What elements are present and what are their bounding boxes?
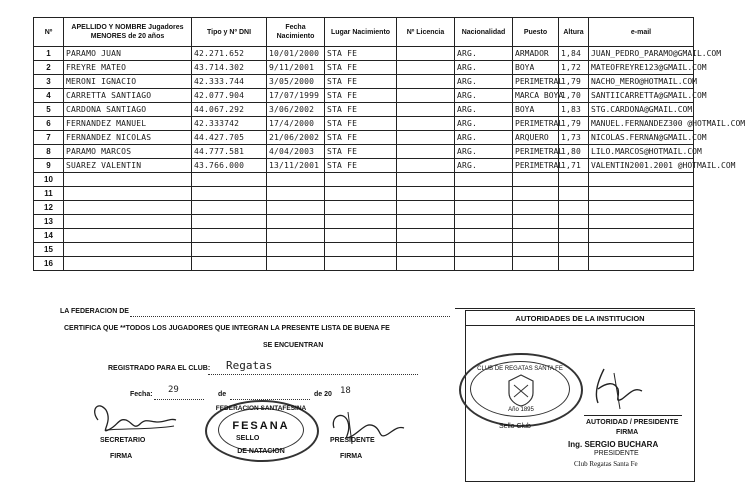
- player-dni: [192, 243, 267, 257]
- row-number: 8: [34, 145, 64, 159]
- player-email: SANTIICARRETTA@GMAIL.COM: [589, 89, 694, 103]
- player-height: [559, 215, 589, 229]
- player-name: MERONI IGNACIO: [64, 75, 192, 89]
- registrado-line: [208, 374, 418, 375]
- table-row: [34, 103, 694, 117]
- player-height: [559, 173, 589, 187]
- player-dni: 42.333.744: [192, 75, 267, 89]
- firma-left-label: FIRMA: [110, 453, 133, 460]
- row-number: 13: [34, 215, 64, 229]
- player-dni: 42.333742: [192, 117, 267, 131]
- player-position: [513, 215, 559, 229]
- player-position: [513, 243, 559, 257]
- player-position: [513, 173, 559, 187]
- player-height: 1,79: [559, 75, 589, 89]
- player-birthdate: 3/06/2002: [267, 103, 325, 117]
- federacion-line: [130, 316, 450, 317]
- player-email: [589, 173, 694, 187]
- table-row: [34, 89, 694, 103]
- players-table: [33, 17, 745, 271]
- row-number: 7: [34, 131, 64, 145]
- player-name: [64, 201, 192, 215]
- player-position: [513, 257, 559, 271]
- presidente-label: PRESIDENTE: [330, 437, 375, 444]
- player-height: [559, 201, 589, 215]
- col-num-header: Nº: [34, 18, 64, 47]
- player-dni: [192, 215, 267, 229]
- player-license: [397, 243, 455, 257]
- col-fecha-header: Fecha Nacimiento: [267, 18, 325, 47]
- player-nationality: [455, 187, 513, 201]
- club-emblem-icon: [506, 373, 536, 407]
- player-birthdate: [267, 215, 325, 229]
- year-value: 18: [340, 386, 351, 396]
- player-email: MANUEL.FERNANDEZ300 @HOTMAIL.COM: [589, 117, 694, 131]
- player-license: [397, 117, 455, 131]
- player-birthdate: [267, 173, 325, 187]
- player-birthdate: 17/4/2000: [267, 117, 325, 131]
- player-email: NICOLAS.FERNAN@GMAIL.COM: [589, 131, 694, 145]
- player-birthplace: STA FE: [325, 131, 397, 145]
- player-birthplace: [325, 187, 397, 201]
- player-nationality: ARG.: [455, 61, 513, 75]
- federation-certification: [58, 302, 462, 480]
- registrado-label: REGISTRADO PARA EL CLUB:: [108, 365, 211, 372]
- table-row: [34, 187, 694, 201]
- player-dni: [192, 201, 267, 215]
- player-height: 1,79: [559, 117, 589, 131]
- player-nationality: ARG.: [455, 47, 513, 61]
- col-email-header: e-mail: [589, 18, 694, 47]
- player-name: PARAMO MARCOS: [64, 145, 192, 159]
- player-height: 1,72: [559, 61, 589, 75]
- president-name: Ing. SERGIO BUCHARA: [568, 440, 659, 449]
- player-name: [64, 187, 192, 201]
- row-number: 12: [34, 201, 64, 215]
- player-birthplace: [325, 201, 397, 215]
- player-birthplace: STA FE: [325, 47, 397, 61]
- fecha-label: Fecha:: [130, 391, 153, 398]
- player-birthdate: [267, 243, 325, 257]
- table-row: [34, 75, 694, 89]
- player-height: 1,73: [559, 131, 589, 145]
- table-row: [34, 47, 694, 61]
- player-birthplace: STA FE: [325, 75, 397, 89]
- table-row: [34, 201, 694, 215]
- player-license: [397, 257, 455, 271]
- col-name-header: APELLIDO Y NOMBRE Jugadores MENORES de 20 años: [64, 18, 192, 47]
- player-email: MATEOFREYRE123@GMAIL.COM: [589, 61, 694, 75]
- player-dni: [192, 187, 267, 201]
- table-row: [34, 173, 694, 187]
- player-email: [589, 257, 694, 271]
- federacion-label: LA FEDERACION DE: [60, 308, 129, 315]
- row-number: 1: [34, 47, 64, 61]
- player-height: [559, 229, 589, 243]
- player-license: [397, 103, 455, 117]
- stamp-top-text: FEDERACION SANTAFESINA: [215, 405, 307, 412]
- fecha-day-value: 29: [168, 385, 179, 395]
- player-email: [589, 215, 694, 229]
- player-license: [397, 201, 455, 215]
- player-dni: [192, 229, 267, 243]
- row-number: 3: [34, 75, 64, 89]
- player-nationality: ARG.: [455, 75, 513, 89]
- table-row: [34, 61, 694, 75]
- player-birthdate: [267, 187, 325, 201]
- player-name: FERNANDEZ MANUEL: [64, 117, 192, 131]
- player-position: PERIMETRAL: [513, 75, 559, 89]
- player-email: [589, 187, 694, 201]
- autoridades-box: [465, 310, 695, 482]
- player-birthplace: STA FE: [325, 61, 397, 75]
- player-birthplace: [325, 229, 397, 243]
- player-position: BOYA: [513, 61, 559, 75]
- sello-club-label: Sello Club: [499, 423, 531, 430]
- table-row: [34, 257, 694, 271]
- player-name: FREYRE MATEO: [64, 61, 192, 75]
- player-dni: 44.427.705: [192, 131, 267, 145]
- player-email: NACHO_MERO@HOTMAIL.COM: [589, 75, 694, 89]
- row-number: 9: [34, 159, 64, 173]
- player-dni: [192, 257, 267, 271]
- table-header-row: [34, 18, 694, 47]
- player-name: [64, 243, 192, 257]
- player-dni: 44.067.292: [192, 103, 267, 117]
- player-name: [64, 257, 192, 271]
- player-email: VALENTIN2001.2001 @HOTMAIL.COM: [589, 159, 694, 173]
- player-nationality: [455, 215, 513, 229]
- player-height: 1,83: [559, 103, 589, 117]
- autoridades-title-divider: [466, 325, 694, 326]
- table-row: [34, 159, 694, 173]
- player-position: PERIMETRAL: [513, 117, 559, 131]
- player-email: JUAN_PEDRO_PARAMO@GMAIL.COM: [589, 47, 694, 61]
- player-email: STG.CARDONA@GMAIL.COM: [589, 103, 694, 117]
- player-position: BOYA: [513, 103, 559, 117]
- player-birthplace: [325, 215, 397, 229]
- player-license: [397, 187, 455, 201]
- row-number: 4: [34, 89, 64, 103]
- sello-label: SELLO: [236, 435, 260, 442]
- row-number: 10: [34, 173, 64, 187]
- player-nationality: ARG.: [455, 131, 513, 145]
- player-license: [397, 173, 455, 187]
- se-encuentran-text: SE ENCUENTRAN: [263, 342, 324, 349]
- de-label: de: [218, 391, 227, 398]
- player-height: [559, 243, 589, 257]
- club-stamp-year: Año 1895: [508, 407, 534, 413]
- players-table-body: [34, 47, 745, 271]
- player-name: CARRETTA SANTIAGO: [64, 89, 192, 103]
- table-row: [34, 229, 694, 243]
- player-birthdate: 17/07/1999: [267, 89, 325, 103]
- player-birthdate: 13/11/2001: [267, 159, 325, 173]
- table-row: [34, 215, 694, 229]
- player-nationality: [455, 201, 513, 215]
- player-nationality: ARG.: [455, 159, 513, 173]
- stamp-bottom-text: DE NATACION: [237, 448, 285, 455]
- player-nationality: [455, 173, 513, 187]
- de-20-label: de 20: [314, 391, 332, 398]
- player-birthplace: STA FE: [325, 89, 397, 103]
- autoridades-title: AUTORIDADES DE LA INSTITUCION: [515, 314, 645, 323]
- player-license: [397, 89, 455, 103]
- player-position: [513, 201, 559, 215]
- player-dni: 44.777.581: [192, 145, 267, 159]
- player-email: [589, 229, 694, 243]
- player-birthplace: [325, 257, 397, 271]
- registrado-value: Regatas: [226, 359, 273, 372]
- row-number: 5: [34, 103, 64, 117]
- col-altura-header: Altura: [559, 18, 589, 47]
- player-nationality: ARG.: [455, 89, 513, 103]
- player-birthdate: [267, 229, 325, 243]
- player-height: 1,84: [559, 47, 589, 61]
- row-number: 11: [34, 187, 64, 201]
- row-number: 6: [34, 117, 64, 131]
- player-license: [397, 61, 455, 75]
- divider-line: [455, 308, 695, 309]
- player-license: [397, 229, 455, 243]
- player-nationality: [455, 243, 513, 257]
- club-name: Club Regatas Santa Fe: [574, 460, 638, 468]
- player-license: [397, 47, 455, 61]
- table-row: [34, 131, 694, 145]
- secretario-signature: [88, 400, 178, 440]
- player-birthplace: [325, 243, 397, 257]
- player-name: [64, 215, 192, 229]
- club-stamp-text: CLUB DE REGATAS SANTA FE: [477, 366, 563, 372]
- player-position: [513, 187, 559, 201]
- table-row: [34, 145, 694, 159]
- player-license: [397, 145, 455, 159]
- row-number: 14: [34, 229, 64, 243]
- player-birthplace: STA FE: [325, 117, 397, 131]
- president-signature: [584, 363, 654, 413]
- player-birthplace: STA FE: [325, 145, 397, 159]
- player-name: FERNANDEZ NICOLAS: [64, 131, 192, 145]
- player-nationality: [455, 257, 513, 271]
- player-license: [397, 75, 455, 89]
- certifica-text: CERTIFICA QUE **TODOS LOS JUGADORES QUE INTEGRAN LA PRESENTE LISTA DE BUENA FE: [64, 325, 390, 332]
- player-birthdate: 10/01/2000: [267, 47, 325, 61]
- autoridad-signature-line: [584, 415, 682, 416]
- player-height: 1,70: [559, 89, 589, 103]
- president-role: PRESIDENTE: [594, 450, 639, 457]
- col-lugar-header: Lugar Nacimiento: [325, 18, 397, 47]
- firma-label-right: FIRMA: [616, 429, 639, 436]
- row-number: 2: [34, 61, 64, 75]
- player-height: [559, 257, 589, 271]
- player-birthdate: 21/06/2002: [267, 131, 325, 145]
- player-license: [397, 131, 455, 145]
- player-license: [397, 159, 455, 173]
- player-position: [513, 229, 559, 243]
- player-birthdate: 9/11/2001: [267, 61, 325, 75]
- firma-right-label: FIRMA: [340, 453, 363, 460]
- player-dni: 42.077.904: [192, 89, 267, 103]
- player-name: CARDONA SANTIAGO: [64, 103, 192, 117]
- player-birthdate: [267, 201, 325, 215]
- secretario-label: SECRETARIO: [100, 437, 146, 444]
- col-licencia-header: Nº Licencia: [397, 18, 455, 47]
- player-dni: 42.271.652: [192, 47, 267, 61]
- player-dni: [192, 173, 267, 187]
- player-position: ARMADOR: [513, 47, 559, 61]
- player-birthplace: STA FE: [325, 159, 397, 173]
- player-nationality: ARG.: [455, 103, 513, 117]
- player-height: 1,80: [559, 145, 589, 159]
- player-name: [64, 229, 192, 243]
- table-row: [34, 243, 694, 257]
- player-email: LILO.MARCOS@HOTMAIL.COM: [589, 145, 694, 159]
- player-height: [559, 187, 589, 201]
- table-row: [34, 117, 694, 131]
- player-email: [589, 201, 694, 215]
- player-position: PERIMETRAL: [513, 145, 559, 159]
- player-birthdate: 4/04/2003: [267, 145, 325, 159]
- player-license: [397, 215, 455, 229]
- player-height: 1,71: [559, 159, 589, 173]
- col-dni-header: Tipo y Nº DNI: [192, 18, 267, 47]
- player-nationality: ARG.: [455, 117, 513, 131]
- col-puesto-header: Puesto: [513, 18, 559, 47]
- player-position: PERIMETRAL: [513, 159, 559, 173]
- player-name: [64, 173, 192, 187]
- stamp-mid-text: FESANA: [232, 420, 290, 432]
- player-name: PARAMO JUAN: [64, 47, 192, 61]
- autoridad-label: AUTORIDAD / PRESIDENTE: [586, 419, 679, 426]
- player-nationality: [455, 229, 513, 243]
- row-number: 16: [34, 257, 64, 271]
- player-position: MARCA BOYA: [513, 89, 559, 103]
- player-position: ARQUERO: [513, 131, 559, 145]
- player-name: SUAREZ VALENTIN: [64, 159, 192, 173]
- player-dni: 43.766.000: [192, 159, 267, 173]
- player-birthplace: STA FE: [325, 103, 397, 117]
- row-number: 15: [34, 243, 64, 257]
- player-birthplace: [325, 173, 397, 187]
- player-nationality: ARG.: [455, 145, 513, 159]
- player-email: [589, 243, 694, 257]
- player-birthdate: 3/05/2000: [267, 75, 325, 89]
- col-nacionalidad-header: Nacionalidad: [455, 18, 513, 47]
- player-birthdate: [267, 257, 325, 271]
- player-dni: 43.714.302: [192, 61, 267, 75]
